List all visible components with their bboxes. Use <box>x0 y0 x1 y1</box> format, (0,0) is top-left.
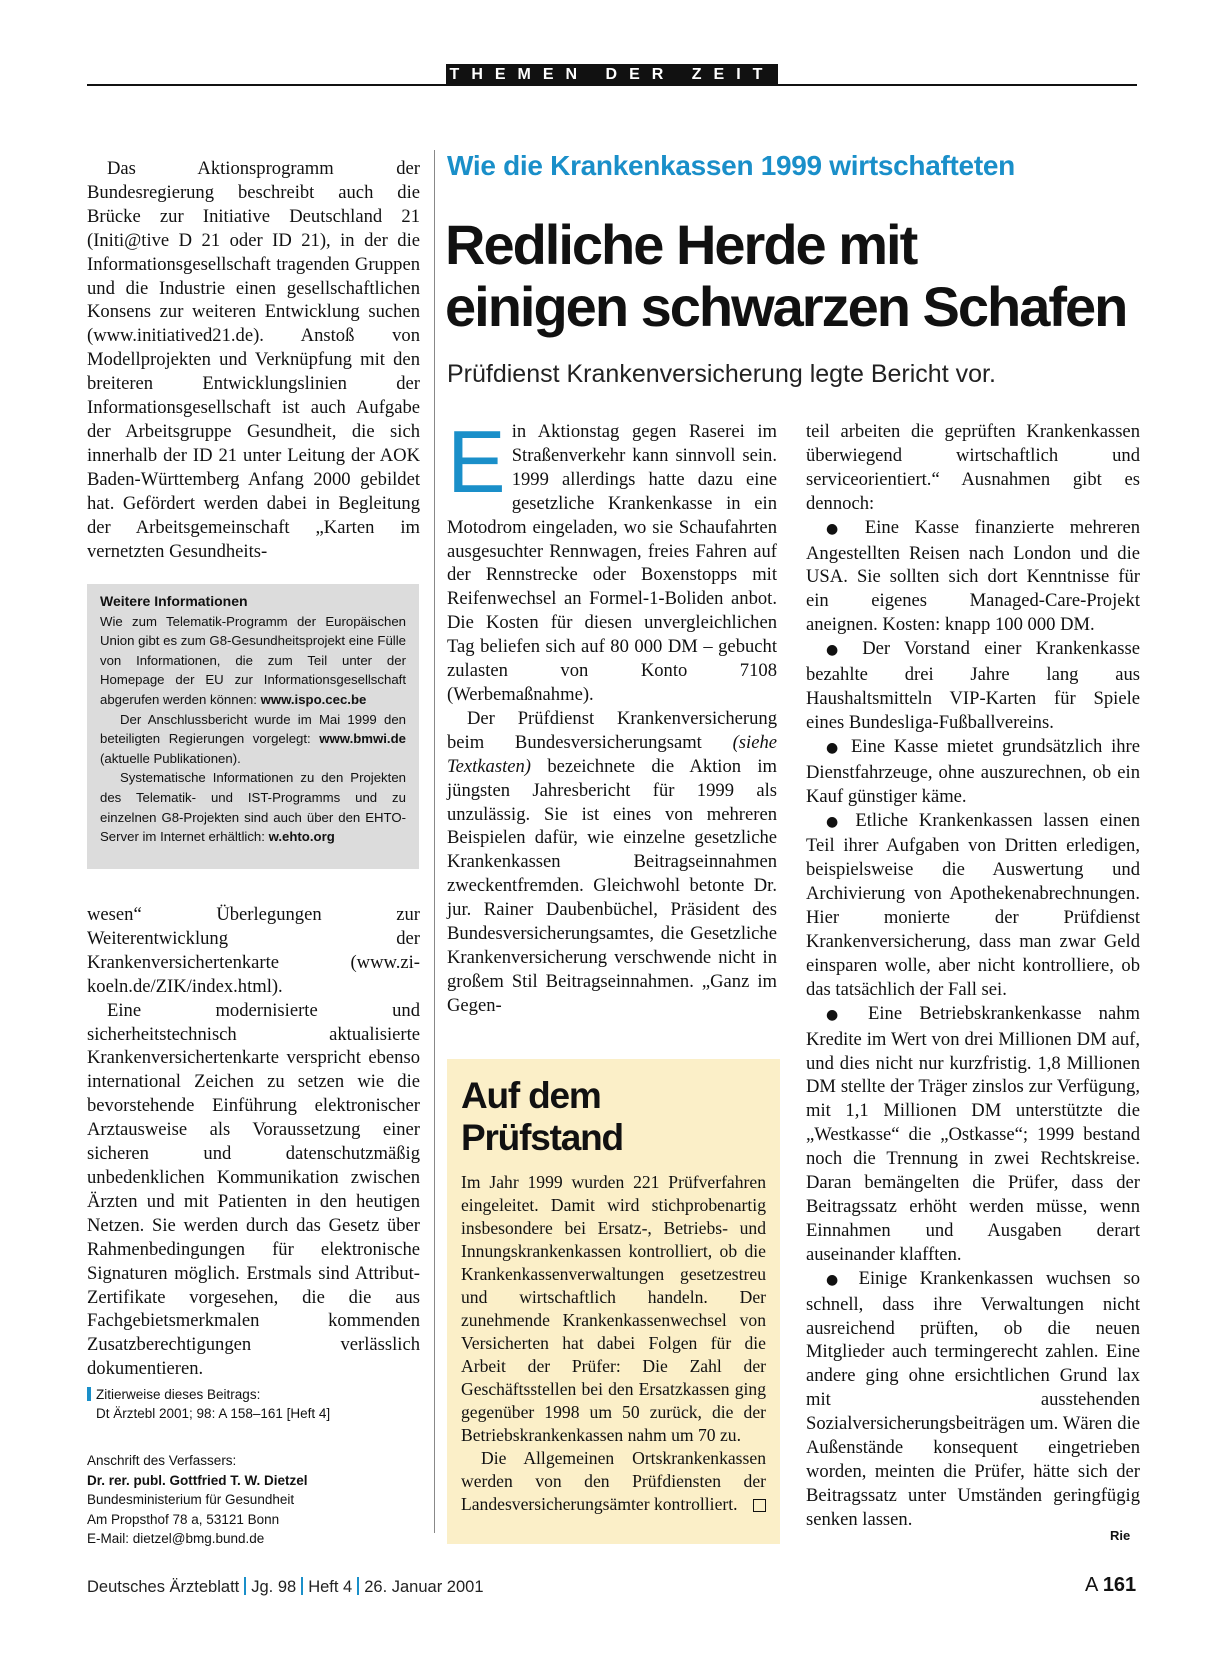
end-mark-icon <box>753 1499 766 1512</box>
bullet-item-5: ● Eine Betriebskrankenkasse nahm Kredite im Wert von drei Millionen DM auf, und dies nicht nur kurzfristig. 1,8 Millionen DM stellte der Träger zinslos zur Verfügung, mit 1,1 Millionen DM unterstützte die „Westkasse“ die „Ostkasse“; 1999 bestand noch die Trennung in zwei Rechtskreise. Daran bemängelten die Prüfer, dass der Beitragssatz erhöht werden müsse, wenn Einnahmen und Ausgaben derart auseinander klafften. <box>806 1002 1140 1265</box>
citation-marker <box>87 1387 91 1401</box>
middle-paragraph-2: Der Prüfdienst Krankenversicherung beim Bundesversicherungsamt (siehe Textkasten) bezeichnete die Aktion im jüngsten Jahresbericht für 1999 als unzulässig. Sie ist eines von mehreren Beispielen dafür, wie einzelne gesetzliche Krankenkassen Beitragseinnahmen zweckentfremden. Gleichwohl betonte Dr. jur. Rainer Daubenbüchel, Präsident des Bundesversicherungsamtes, die Gesetzliche Krankenversicherung verschwende nicht in großem Stil Beitragseinnahmen. „Ganz im Gegen- <box>447 707 777 1016</box>
info-link-ehto: w.ehto.org <box>268 829 335 845</box>
pruefstand-box <box>447 1059 780 1544</box>
bullet-item-1: ● Eine Kasse finanzierte mehreren Angestellten Reisen nach London und die USA. Sie sollten sich dort Kenntnisse für ein eigenes Managed-Care-Projekt aneignen. Kosten: knapp 100 000 DM. <box>806 516 1141 636</box>
author-address <box>87 1451 308 1549</box>
left-paragraph-1: Das Aktionsprogramm der Bundesregierung beschreibt auch die Brücke zur Initiative Deutschland 21 (Initi@tive D 21 oder ID 21), in der die Informationsgesellschaft tragenden Gruppen und die Industrie einen gesellschaftlichen Konsens zur weiteren Entwicklung suchen (www.initiatived21.de). Anstoß von Modellprojekten und Verknüpfung mit den breiteren Entwicklungslinien der Informationsgesellschaft ist auch Aufgabe der Arbeitsgruppe Gesundheit, die sich innerhalb der ID 21 unter Leitung der AOK Baden-Württemberg Anfang 2000 gebildet hat. Gefördert werden dabei in Begleitung der Arbeitsgemeinschaft „Karten im vernetzten Gesundheits- <box>87 158 420 562</box>
left-continuation: wesen“ Überlegungen zur Weiterentwicklung der Krankenversichertenkarte (www.zi-koeln.de/ZIK/index.html). <box>87 904 420 997</box>
left-column-bottom <box>87 903 420 1381</box>
author-street: Am Propsthof 78 a, 53121 Bonn <box>87 1511 280 1527</box>
citation-label: Zitierweise dieses Beitrags: <box>96 1387 261 1402</box>
info-box <box>87 584 419 869</box>
middle-column <box>447 412 777 1018</box>
bullet-icon: ● <box>826 739 843 756</box>
footer-journal: Deutsches Ärzteblatt <box>87 1578 240 1596</box>
info-link-bmwi: www.bmwi.de <box>319 731 406 747</box>
bullet-icon: ● <box>826 642 848 659</box>
section-label: THEMEN DER ZEIT <box>446 64 778 86</box>
author-org: Bundesministerium für Gesundheit <box>87 1492 295 1508</box>
bullet-icon: ● <box>826 1271 847 1288</box>
footer-separator <box>357 1577 359 1595</box>
info-box-paragraph-3: Systematische Informationen zu den Projekten des Telematik- und IST-Programms und zu einzelnen G8-Projekten sind auch über den EHTO-Server im Internet erhältlich: w.ehto.org <box>100 770 406 845</box>
author-email: E-Mail: dietzel@bmg.bund.de <box>87 1531 265 1547</box>
citation <box>87 1385 330 1423</box>
column-divider <box>434 150 435 1533</box>
info-box-title: Weitere Informationen <box>100 593 248 609</box>
bullet-icon: ● <box>826 520 850 537</box>
article-kicker: Wie die Krankenkassen 1999 wirtschafteten <box>447 150 1015 181</box>
bullet-item-4: ● Etliche Krankenkassen lassen einen Teil ihrer Aufgaben von Dritten erledigen, beispielsweise die Auswertung und Archivierung von Apothekenabrechnungen. Hier monierte der Prüfdienst Krankenversicherung, dass man zwar Geld einsparen wolle, aber nicht kontrolliere, ob das tatsächlich der Fall sei. <box>806 809 1141 1000</box>
footer <box>87 1577 484 1597</box>
bullet-item-6: ● Einige Krankenkassen wuchsen so schnell, dass ihre Verwaltungen nicht ausreichend prüften, ob die neuen Mitglieder auch termingerecht zahlen. Eine andere ging ohne ersichtlichen Grund lax mit ausstehenden Sozialversicherungsbeiträgen um. Wären die Außenstände konsequent eingetrieben worden, meinten die Prüfer, hätte sich der Beitragssatz unter Umständen geringfügig senken lassen. <box>806 1267 1140 1530</box>
page-number: A 161 <box>1085 1574 1137 1596</box>
footer-separator <box>244 1577 246 1595</box>
left-column-top <box>87 157 420 563</box>
author-signature: Rie <box>1110 1528 1131 1543</box>
info-box-paragraph-1: Wie zum Telematik-Programm der Europäischen Union gibt es zum G8-Gesundheitsprojekt eine Fülle von Informationen, die zum Teil unter der Homepage der EU zur Informationsgesellschaft abgerufen werden können: www.ispo.cec.be <box>100 613 406 707</box>
bullet-icon: ● <box>826 813 845 830</box>
footer-separator <box>301 1577 303 1595</box>
pruefstand-paragraph-1: Im Jahr 1999 wurden 221 Prüfverfahren eingeleitet. Damit wird stichprobenartig insbesondere bei Ersatz-, Betriebs- und Innungskrankenkassen kontrolliert, ob die Krankenkassenverwaltungen gesetzestreu und wirtschaftlich handeln. Der zunehmende Krankenkassenwechsel von Versicherten hat dabei Folgen für die Arbeit der Prüfer: Die Zahl der Geschäftsstellen bei den Ersatzkassen ging gegenüber 1998 um 50 zurück, die der Betriebskrankenkassen nahm um 70 zu. <box>461 1172 766 1445</box>
middle-paragraph-1: Ein Aktionstag gegen Raserei im Straßenverkehr kann sinnvoll sein. 1999 allerdings hatte dazu eine gesetzliche Krankenkasse in ein Motodrom eingeladen, wo sie Schaufahrten ausgesuchter Rennwagen, freies Fahren auf der Rennstrecke oder Boxenstopps mit Reifenwechsel an Formel-1-Boliden anbot. Die Kosten für diesen unvergleichlichen Tag beliefen sich auf 80 000 DM – gebucht zulasten von Konto 7108 (Werbemaßnahme). <box>447 412 777 705</box>
bullet-item-2: ● Der Vorstand einer Krankenkasse bezahlte drei Jahre lang aus Haushaltsmitteln VIP-Karten für Spiele eines Bundesliga-Fußballvereins. <box>806 638 1141 733</box>
article-headline: Redliche Herde mit einigen schwarzen Schafen <box>445 213 1127 338</box>
bullet-item-3: ● Eine Kasse mietet grundsätzlich ihre Dienstfahrzeuge, ohne auszurechnen, ob ein Kauf günstiger käme. <box>806 735 1140 807</box>
drop-cap: E <box>447 412 506 511</box>
pruefstand-title: Auf dem Prüfstand <box>461 1075 623 1158</box>
citation-ref: Dt Ärztebl 2001; 98: A 158–161 [Heft 4] <box>96 1406 331 1421</box>
right-column <box>806 420 1140 1532</box>
left-paragraph-2: Eine modernisierte und sicherheitstechnisch aktualisierte Krankenversichertenkarte verspricht ebenso international Zeichen zu setzen wie die bevorstehende Einführung elektronischer Arztausweise als Voraussetzung einer sicheren und datenschutzmäßig unbedenklichen Kommunikation zwischen Ärzten und mit Patienten in den heutigen Netzen. Sie werden durch das Gesetz über Rahmenbedingungen für elektronische Signaturen möglich. Erstmals sind Attribut-Zertifikate vorgesehen, die die aus Fachgebietsmerkmalen kommenden Zusatzberechtigungen verlässlich dokumentieren. <box>87 999 420 1380</box>
footer-date: 26. Januar 2001 <box>364 1578 484 1596</box>
bullet-icon: ● <box>826 1006 851 1023</box>
right-paragraph-1: teil arbeiten die geprüften Krankenkassen überwiegend wirtschaftlich und serviceorientiert.“ Ausnahmen gibt es dennoch: <box>806 421 1140 514</box>
info-link-ispo: www.ispo.cec.be <box>260 691 367 707</box>
article-subline: Prüfdienst Krankenversicherung legte Bericht vor. <box>447 360 996 388</box>
footer-issue: Heft 4 <box>308 1578 353 1596</box>
address-label: Anschrift des Verfassers: <box>87 1453 237 1468</box>
author-name: Dr. rer. publ. Gottfried T. W. Dietzel <box>87 1472 308 1488</box>
info-box-paragraph-2: Der Anschlussbericht wurde im Mai 1999 den beteiligten Regierungen vorgelegt: www.bmwi.de (aktuelle Publikationen). <box>100 711 406 766</box>
footer-volume: Jg. 98 <box>251 1578 297 1596</box>
pruefstand-paragraph-2: Die Allgemeinen Ortskrankenkassen werden von den Prüfdiensten der Landesversicherungsämter kontrolliert. <box>461 1448 766 1514</box>
